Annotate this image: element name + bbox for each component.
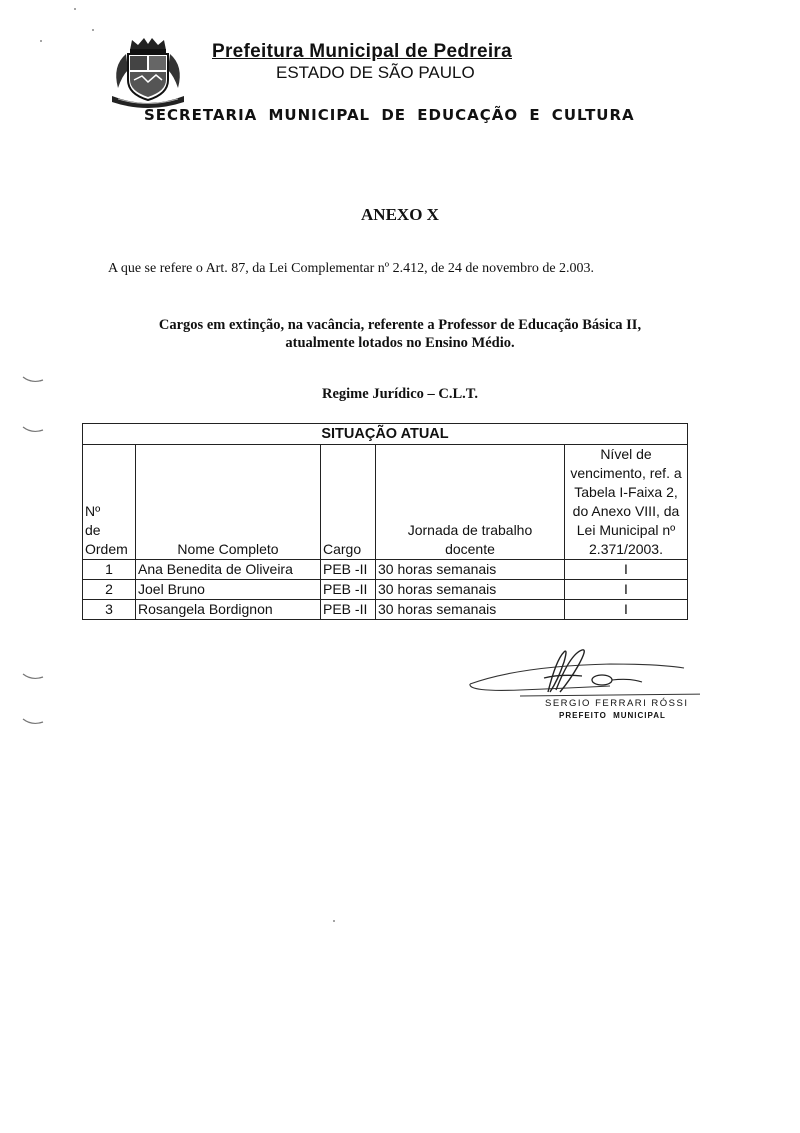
- row-nivel: I: [565, 560, 688, 580]
- staff-table: [82, 423, 688, 620]
- row-nome: Ana Benedita de Oliveira: [136, 560, 321, 580]
- row-nivel: I: [565, 580, 688, 600]
- state-name: ESTADO DE SÃO PAULO: [276, 63, 475, 82]
- row-ordem: 2: [83, 580, 136, 600]
- row-nome: Rosangela Bordignon: [136, 600, 321, 620]
- scan-speck: [333, 920, 335, 922]
- table-row: [83, 560, 688, 580]
- punch-mark: [22, 425, 44, 435]
- column-header-cargo: Cargo: [321, 445, 376, 560]
- column-header-jornada: Jornada de trabalho docente: [376, 445, 565, 560]
- table-row: [83, 600, 688, 620]
- subject-text: Cargos em extinção, na vacância, referente a Professor de Educação Básica II, atualmente lotados no Ensino Médio.: [158, 317, 642, 351]
- municipal-crest-icon: [108, 36, 188, 108]
- row-nivel: I: [565, 600, 688, 620]
- column-header-ordem: Nº de Ordem: [83, 445, 136, 560]
- row-ordem: 3: [83, 600, 136, 620]
- row-jornada: 30 horas semanais: [376, 560, 565, 580]
- row-jornada: 30 horas semanais: [376, 600, 565, 620]
- municipality-title: Prefeitura Municipal de Pedreira: [212, 41, 512, 62]
- scan-speck: [74, 8, 76, 10]
- row-ordem: 1: [83, 560, 136, 580]
- punch-mark: [22, 672, 44, 682]
- row-cargo: PEB -II: [321, 600, 376, 620]
- row-cargo: PEB -II: [321, 560, 376, 580]
- signatory-name: SERGIO FERRARI RÓSSI: [545, 698, 689, 709]
- row-cargo: PEB -II: [321, 580, 376, 600]
- column-header-nivel: Nível de vencimento, ref. a Tabela I-Faixa 2, do Anexo VIII, da Lei Municipal nº 2.371/2003.: [565, 445, 688, 560]
- punch-mark: [22, 717, 44, 727]
- row-nome: Joel Bruno: [136, 580, 321, 600]
- column-header-nome-label: Nome Completo: [177, 541, 279, 557]
- scan-speck: [92, 29, 94, 31]
- secretariat-name: SECRETARIA MUNICIPAL DE EDUCAÇÃO E CULTURA: [144, 106, 635, 124]
- column-header-row: [83, 445, 688, 560]
- table-row: [83, 580, 688, 600]
- signatory-role: PREFEITO MUNICIPAL: [559, 711, 666, 720]
- row-jornada: 30 horas semanais: [376, 580, 565, 600]
- situation-header: SITUAÇÃO ATUAL: [83, 424, 688, 445]
- punch-mark: [22, 375, 44, 385]
- annex-title: ANEXO X: [361, 205, 439, 224]
- legal-regime: Regime Jurídico – C.L.T.: [322, 386, 478, 402]
- legal-reference: A que se refere o Art. 87, da Lei Complementar nº 2.412, de 24 de novembro de 2.003.: [108, 261, 595, 276]
- column-header-nome: [136, 445, 321, 560]
- scan-speck: [40, 40, 42, 42]
